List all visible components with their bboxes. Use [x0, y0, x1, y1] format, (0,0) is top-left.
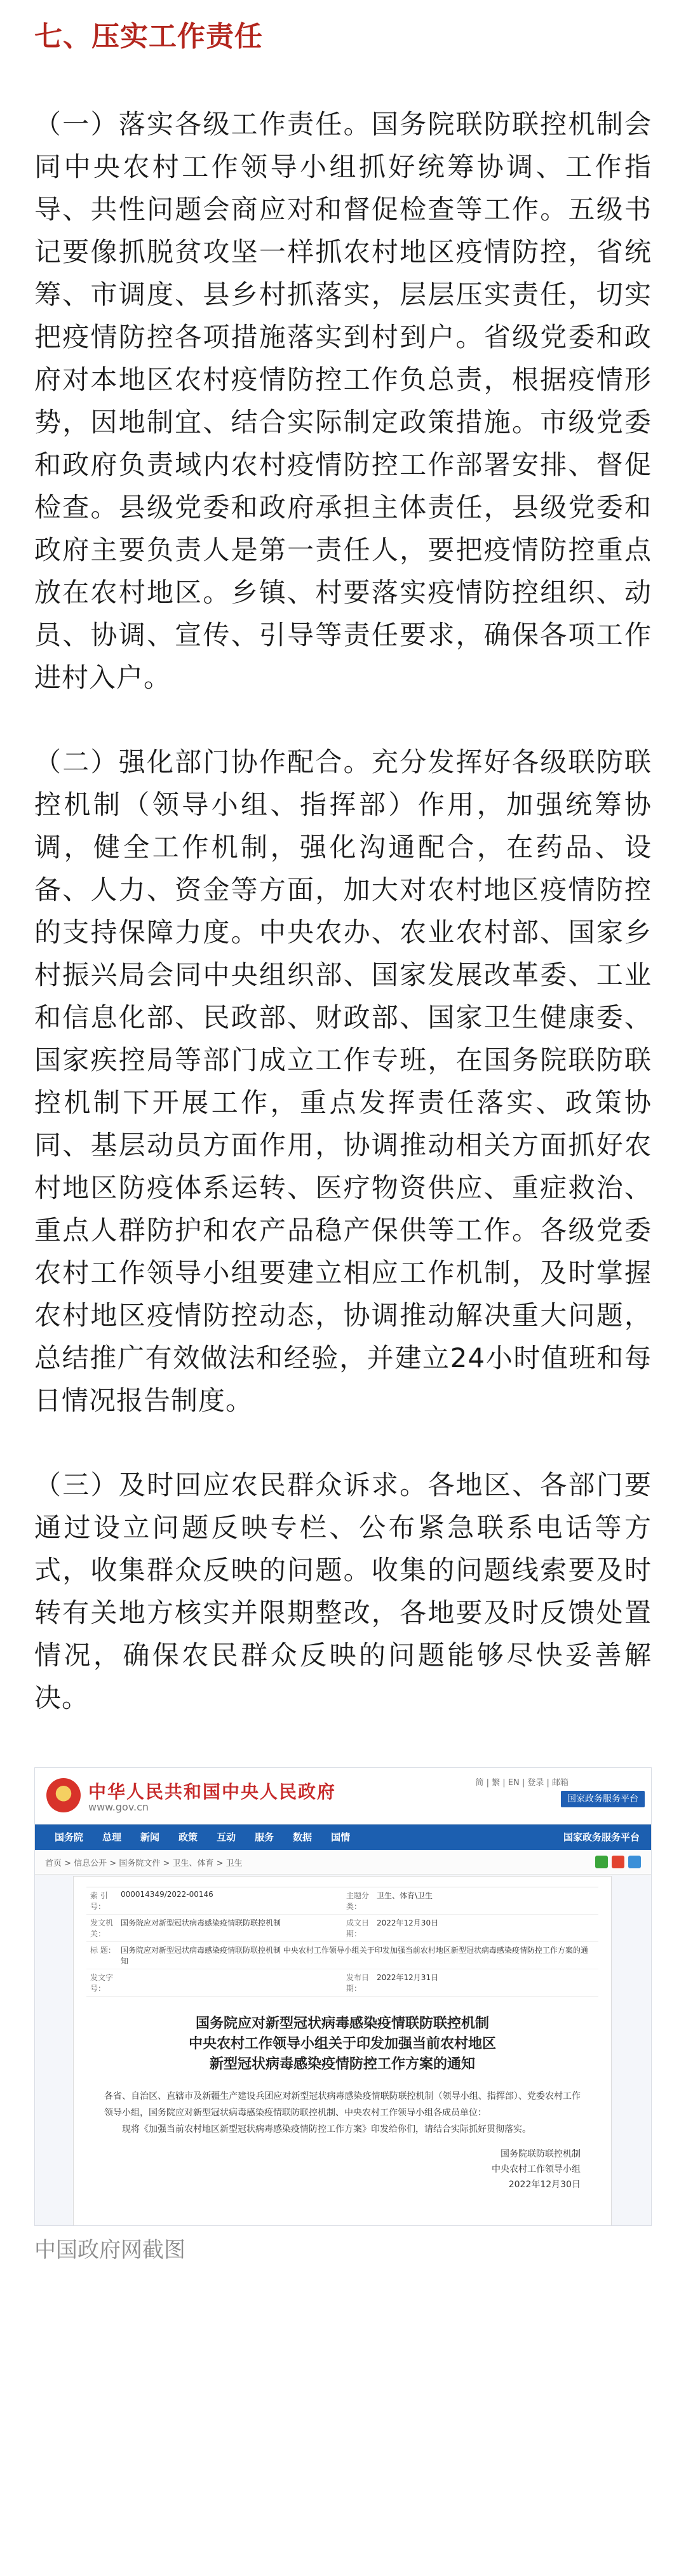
nav-item: 国务院 — [55, 1831, 84, 1843]
document-panel — [73, 1876, 612, 2226]
weibo-share-icon — [612, 1856, 624, 1868]
signature-line: 中央农村工作领导小组 — [492, 2164, 581, 2175]
nav-item-service-platform: 国家政务服务平台 — [563, 1831, 640, 1843]
signature-line: 国务院联防联控机制 — [501, 2149, 581, 2159]
paragraph-3: （三）及时回应农民群众诉求。各地区、各部门要通过设立问题反映专栏、公布紧急联系电话等方式，收集群众反映的问题。收集的问题线索要及时转有关地方核实并限期整改，各地要及时反馈处置情况，确保农民群众反映的问题能够尽快妥善解决。 — [34, 1469, 652, 1713]
meta-value: 卫生、体育\卫生 — [377, 1891, 433, 1900]
meta-value: 2022年12月31日 — [377, 1973, 439, 1982]
gov-nav-bar — [35, 1824, 651, 1850]
meta-row — [86, 1969, 598, 1997]
figure-caption: 中国政府网截图 — [34, 2237, 185, 2263]
meta-value: 国务院应对新型冠状病毒感染疫情联防联控机制 — [121, 1919, 281, 1927]
meta-key: 发文机关： — [90, 1919, 114, 1938]
meta-value: 2022年12月30日 — [377, 1919, 439, 1927]
national-emblem-icon — [46, 1778, 81, 1812]
gov-website-screenshot — [34, 1767, 652, 2226]
document-meta-table — [86, 1887, 598, 1997]
meta-key: 成文日期： — [346, 1919, 370, 1938]
meta-row — [86, 1942, 598, 1969]
share-icons — [595, 1856, 641, 1868]
meta-key: 主题分类： — [346, 1891, 370, 1911]
meta-value: 000014349/2022-00146 — [121, 1890, 213, 1899]
meta-key: 发文字号： — [90, 1973, 114, 1993]
document-title — [99, 2013, 586, 2074]
nav-item: 数据 — [293, 1831, 313, 1843]
site-url: www.gov.cn — [88, 1801, 149, 1813]
document-title-line: 中央农村工作领导小组关于印发加强当前农村地区 — [188, 2035, 496, 2052]
site-name: 中华人民共和国中央人民政府 — [88, 1781, 337, 1802]
nav-item: 国情 — [331, 1831, 351, 1843]
nav-item: 新闻 — [140, 1831, 160, 1843]
breadcrumb-text: 首页 > 信息公开 > 国务院文件 > 卫生、体育 > 卫生 — [45, 1858, 243, 1868]
document-title-line: 国务院应对新型冠状病毒感染疫情联防联控机制 — [195, 2015, 489, 2032]
nav-item: 政策 — [178, 1831, 198, 1843]
breadcrumb — [35, 1850, 651, 1875]
document-signature — [74, 2147, 581, 2192]
top-links: 简 | 繁 | EN | 登录 | 邮箱 — [475, 1778, 568, 1788]
nav-item: 服务 — [255, 1831, 274, 1843]
meta-row — [86, 1915, 598, 1942]
document-body-paragraph: 各省、自治区、直辖市及新疆生产建设兵团应对新型冠状病毒感染疫情联防联控机制（领导小组、指挥部）、党委农村工作领导小组，国务院应对新型冠状病毒感染疫情联防联控机制、中央农村工作领导小组各成员单位： — [104, 2091, 581, 2118]
section-title: 七、压实工作责任 — [34, 20, 263, 53]
meta-value: 国务院应对新型冠状病毒感染疫情联防联控机制 中央农村工作领导小组关于印发加强当前农村地区新型冠状病毒感染疫情防控工作方案的通知 — [121, 1946, 588, 1966]
nav-item: 总理 — [102, 1831, 122, 1843]
document-body — [104, 2088, 581, 2138]
meta-key: 标 题： — [90, 1946, 116, 1955]
meta-row — [86, 1887, 598, 1915]
signature-line: 2022年12月30日 — [508, 2180, 581, 2190]
wechat-share-icon — [595, 1856, 608, 1868]
paragraph-2: （二）强化部门协作配合。充分发挥好各级联防联控机制（领导小组、指挥部）作用，加强统筹协调，健全工作机制，强化沟通配合，在药品、设备、人力、资金等方面，加大对农村地区疫情防控的支持保障力度。中央农办、农业农村部、国家乡村振兴局会同中央组织部、国家发展改革委、工业和信息化部、民政部、财政部、国家卫生健康委、国家疾控局等部门成立工作专班，在国务院联防联控机制下开展工作，重点发挥责任落实、政策协同、基层动员方面作用，协调推动相关方面抓好农村地区防疫体系运转、医疗物资供应、重症救治、重点人群防护和农产品稳产保供等工作。各级党委农村工作领导小组要建立相应工作机制，及时掌握农村地区疫情防控动态，协调推动解决重大问题，总结推广有效做法和经验，并建立24小时值班和每日情况报告制度。 — [34, 746, 652, 1416]
qq-share-icon — [628, 1856, 641, 1868]
document-title-line: 新型冠状病毒感染疫情防控工作方案的通知 — [209, 2056, 475, 2072]
paragraph-1: （一）落实各级工作责任。国务院联防联控机制会同中央农村工作领导小组抓好统筹协调、工作指导、共性问题会商应对和督促检查等工作。五级书记要像抓脱贫攻坚一样抓农村地区疫情防控，省统筹、市调度、县乡村抓落实，层层压实责任，切实把疫情防控各项措施落实到村到户。省级党委和政府对本地区农村疫情防控工作负总责，根据疫情形势，因地制宜、结合实际制定政策措施。市级党委和政府负责域内农村疫情防控工作部署安排、督促检查。县级党委和政府承担主体责任，县级党委和政府主要负责人是第一责任人，要把疫情防控重点放在农村地区。乡镇、村要落实疫情防控组织、动员、协调、宣传、引导等责任要求，确保各项工作进村入户。 — [34, 109, 652, 693]
meta-key: 发布日期： — [346, 1973, 370, 1993]
document-body-paragraph: 现将《加强当前农村地区新型冠状病毒感染疫情防控工作方案》印发给你们，请结合实际抓好贯彻落实。 — [122, 2124, 531, 2134]
meta-key: 索 引 号： — [90, 1891, 108, 1911]
nav-item: 互动 — [217, 1831, 236, 1843]
service-platform-button: 国家政务服务平台 — [561, 1791, 645, 1807]
article — [0, 18, 686, 2265]
gov-site-header — [35, 1768, 651, 1824]
